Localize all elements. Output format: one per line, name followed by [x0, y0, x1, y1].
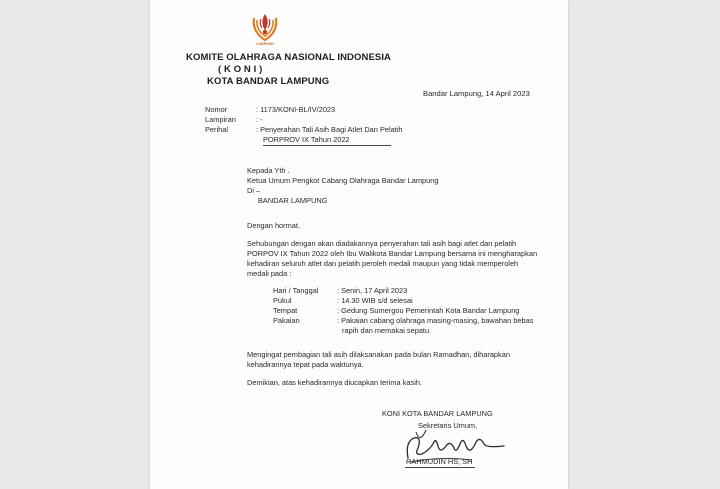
signature-name: RAHMUDIN HS, SH [406, 457, 473, 466]
recipient-line2: Ketua Umum Pengkot Cabang Olahraga Bandar Lampung [247, 176, 439, 185]
paragraph1-line: PORPOV IX Tahun 2022 oleh Ibu Walikota Bandar Lampung bersama ini mengharapkan [247, 249, 538, 258]
detail-value: : Pakaian cabang olahraga masing-masing, bawahan bebas [337, 316, 534, 325]
logo-text: LAMPUNG [256, 42, 274, 46]
detail-label: Pakaian [273, 316, 300, 325]
detail-value: : 14.30 WIB s/d selesai [337, 296, 413, 305]
recipient-line3: Di – [247, 186, 261, 195]
greeting: Dengan hormat, [247, 221, 300, 230]
detail-label: Tempat [273, 306, 298, 315]
closing-text: Demikian, atas kehadirannya diucapkan terima kasih. [247, 378, 423, 387]
detail-value: : Senin, 17 April 2023 [337, 286, 408, 295]
nomor-label: Nomor [205, 105, 228, 114]
lampiran-value: : - [256, 115, 263, 124]
paragraph1-line: Sehubungan dengan akan diadakannya penyerahan tali asih bagi atlet dan pelatih [247, 239, 517, 248]
paragraph2-line: Mengingat pembagian tali asih dilaksanakan pada bulan Ramadhan, diharapkan [247, 350, 510, 359]
place-date: Bandar Lampung, 14 April 2023 [423, 89, 530, 98]
lampiran-label: Lampiran [205, 115, 236, 124]
org-name-line2: ( K O N I ) [218, 64, 263, 75]
detail-value: : Gedung Sumergou Pemerintah Kota Bandar Lampung [337, 306, 520, 315]
signature-name-underline [405, 467, 475, 468]
paragraph1-line: medali pada : [247, 269, 292, 278]
org-name-line1: KOMITE OLAHRAGA NASIONAL INDONESIA [186, 52, 392, 63]
perihal-line2: PORPROV IX Tahun 2022 [263, 135, 350, 144]
perihal-label: Perihal [205, 125, 229, 134]
paragraph2-line: kehadirannya tepat pada waktunya. [247, 360, 364, 369]
recipient-line1: Kepada Yth . [247, 166, 290, 175]
detail-label: Hari / Tanggal [273, 286, 319, 295]
nomor-value: : 1173/KONI-BL/IV/2023 [256, 105, 336, 114]
paragraph1-line: kehadiran seluruh atlet dan pelatih peroleh medali maupun yang tidak memperoleh [247, 259, 519, 268]
detail-label: Pukul [273, 296, 292, 305]
perihal-line1: : Penyerahan Tali Asih Bagi Atlet Dan Pelatih [256, 125, 403, 134]
detail-value-continued: rapih dan memakai sepatu [342, 326, 430, 335]
signature-title: Sekretaris Umum, [418, 421, 478, 430]
org-name-line3: KOTA BANDAR LAMPUNG [207, 76, 330, 87]
signature-org: KONI KOTA BANDAR LAMPUNG [382, 409, 493, 418]
perihal-underline [263, 145, 391, 146]
recipient-line4: BANDAR LAMPUNG [258, 196, 328, 205]
